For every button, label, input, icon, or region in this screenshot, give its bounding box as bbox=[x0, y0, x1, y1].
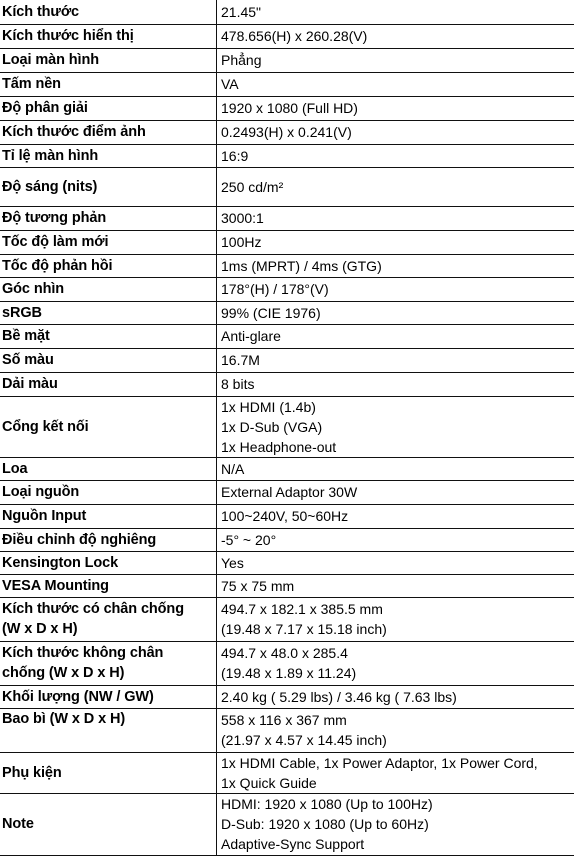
spec-value-line: 178°(H) / 178°(V) bbox=[221, 281, 329, 297]
spec-label-line: Kích thước có chân chống bbox=[2, 601, 184, 617]
spec-row bbox=[0, 480, 574, 504]
spec-label-text: VESA Mounting bbox=[2, 577, 109, 594]
spec-row bbox=[0, 641, 574, 685]
spec-row bbox=[0, 504, 574, 528]
spec-row bbox=[0, 301, 574, 324]
spec-row bbox=[0, 574, 574, 597]
spec-row bbox=[0, 793, 574, 855]
spec-value-line: Phẳng bbox=[221, 52, 262, 68]
spec-value bbox=[217, 372, 574, 396]
spec-label bbox=[0, 96, 217, 120]
spec-row bbox=[0, 167, 574, 206]
spec-row bbox=[0, 372, 574, 396]
spec-value bbox=[217, 206, 574, 230]
spec-label-text: Phụ kiện bbox=[2, 764, 62, 781]
spec-value-line: 99% (CIE 1976) bbox=[221, 304, 321, 321]
spec-label-text: Kensington Lock bbox=[2, 554, 119, 571]
spec-row bbox=[0, 96, 574, 120]
spec-label-text: Loa bbox=[2, 460, 28, 477]
spec-label-text: Tốc độ làm mới bbox=[2, 234, 109, 250]
spec-value-line: Anti-glare bbox=[221, 328, 281, 344]
spec-label-text: Kích thước điểm ảnh bbox=[2, 124, 146, 140]
spec-label bbox=[0, 301, 217, 324]
spec-value-line: (19.48 x 7.17 x 15.18 inch) bbox=[221, 621, 387, 637]
spec-value bbox=[217, 685, 574, 708]
spec-label-text: Bao bì (W x D x H) bbox=[2, 710, 126, 727]
spec-label-text: Điều chỉnh độ nghiêng bbox=[2, 531, 157, 548]
spec-label-line: (W x D x H) bbox=[2, 621, 78, 637]
spec-value bbox=[217, 528, 574, 551]
spec-value-line: 478.656(H) x 260.28(V) bbox=[221, 28, 368, 44]
spec-value-line: 1x HDMI Cable, 1x Power Adaptor, 1x Power Cord, bbox=[221, 754, 538, 771]
spec-label bbox=[0, 277, 217, 301]
spec-row bbox=[0, 277, 574, 301]
spec-value bbox=[217, 480, 574, 504]
spec-row bbox=[0, 230, 574, 254]
spec-value bbox=[217, 348, 574, 372]
spec-label bbox=[0, 480, 217, 504]
spec-label-text: Tốc độ phản hồi bbox=[2, 257, 113, 274]
spec-label-text: Tấm nền bbox=[2, 76, 61, 92]
spec-value bbox=[217, 457, 574, 480]
spec-label-line: Kích thước không chân bbox=[2, 645, 164, 661]
spec-label-text: Kích thước bbox=[2, 3, 80, 20]
spec-label bbox=[0, 551, 217, 574]
spec-label-text: Độ sáng (nits) bbox=[2, 178, 98, 195]
spec-row bbox=[0, 457, 574, 480]
spec-value-line: 1ms (MPRT) / 4ms (GTG) bbox=[221, 257, 382, 274]
spec-label-text: sRGB bbox=[2, 304, 42, 321]
spec-value-line: VA bbox=[221, 76, 239, 92]
spec-label-text: Note bbox=[2, 816, 34, 832]
spec-row bbox=[0, 551, 574, 574]
spec-row bbox=[0, 324, 574, 348]
spec-value-line: Adaptive-Sync Support bbox=[221, 836, 365, 852]
spec-label bbox=[0, 372, 217, 396]
spec-value-line: 16:9 bbox=[221, 147, 249, 164]
spec-label-text: Loại màn hình bbox=[2, 52, 99, 68]
spec-value bbox=[217, 793, 574, 855]
spec-value-line: 100Hz bbox=[221, 234, 262, 250]
spec-label-text: Tỉ lệ màn hình bbox=[2, 147, 99, 164]
spec-label bbox=[0, 793, 217, 855]
spec-value bbox=[217, 167, 574, 206]
spec-label bbox=[0, 324, 217, 348]
spec-row bbox=[0, 24, 574, 48]
spec-value-line: 2.40 kg ( 5.29 lbs) / 3.46 kg ( 7.63 lbs) bbox=[221, 688, 457, 705]
spec-label-text: Bề mặt bbox=[2, 328, 50, 344]
spec-value-line: 558 x 116 x 367 mm bbox=[221, 712, 347, 728]
spec-value-line: 75 x 75 mm bbox=[221, 577, 295, 594]
spec-label bbox=[0, 120, 217, 144]
spec-value-line: 21.45" bbox=[221, 3, 262, 20]
spec-value-line: 100~240V, 50~60Hz bbox=[221, 508, 349, 524]
spec-value bbox=[217, 551, 574, 574]
spec-label bbox=[0, 0, 217, 24]
spec-value bbox=[217, 72, 574, 96]
spec-value bbox=[217, 324, 574, 348]
spec-value bbox=[217, 0, 574, 24]
spec-label bbox=[0, 144, 217, 167]
spec-label-text: Kích thước hiển thị bbox=[2, 28, 134, 44]
spec-value bbox=[217, 396, 574, 457]
spec-label bbox=[0, 685, 217, 708]
spec-value-line: 3000:1 bbox=[221, 210, 264, 226]
spec-label-text: Khối lượng (NW / GW) bbox=[2, 688, 154, 705]
spec-value-line: 494.7 x 182.1 x 385.5 mm bbox=[221, 601, 383, 617]
spec-value-line: Yes bbox=[221, 554, 244, 571]
spec-value-line: 1x D-Sub (VGA) bbox=[221, 418, 323, 435]
spec-value-line: (21.97 x 4.57 x 14.45 inch) bbox=[221, 732, 387, 748]
spec-label bbox=[0, 528, 217, 551]
spec-value bbox=[217, 277, 574, 301]
spec-row bbox=[0, 597, 574, 641]
spec-row bbox=[0, 708, 574, 752]
spec-value-line: D-Sub: 1920 x 1080 (Up to 60Hz) bbox=[221, 816, 429, 832]
spec-value-line: 494.7 x 48.0 x 285.4 bbox=[221, 645, 348, 661]
spec-label bbox=[0, 72, 217, 96]
spec-label bbox=[0, 230, 217, 254]
spec-row bbox=[0, 72, 574, 96]
spec-value bbox=[217, 48, 574, 72]
spec-label bbox=[0, 457, 217, 480]
spec-value bbox=[217, 597, 574, 641]
spec-label-text: Loại nguồn bbox=[2, 484, 80, 500]
spec-row bbox=[0, 752, 574, 793]
spec-label bbox=[0, 254, 217, 277]
spec-value bbox=[217, 641, 574, 685]
spec-label bbox=[0, 574, 217, 597]
spec-label bbox=[0, 396, 217, 457]
spec-value-line: 1x Quick Guide bbox=[221, 774, 317, 791]
spec-row bbox=[0, 48, 574, 72]
spec-value bbox=[217, 96, 574, 120]
spec-label-text: Nguồn Input bbox=[2, 508, 87, 524]
spec-label-text: Độ tương phản bbox=[2, 210, 107, 226]
spec-label bbox=[0, 206, 217, 230]
spec-value-line: N/A bbox=[221, 460, 245, 477]
spec-value-line: 1x HDMI (1.4b) bbox=[221, 398, 316, 415]
spec-label bbox=[0, 504, 217, 528]
spec-label bbox=[0, 641, 217, 685]
spec-label bbox=[0, 167, 217, 206]
spec-label bbox=[0, 708, 217, 752]
spec-value bbox=[217, 574, 574, 597]
spec-row bbox=[0, 528, 574, 551]
spec-value bbox=[217, 120, 574, 144]
spec-label-text: Độ phân giải bbox=[2, 100, 88, 116]
spec-value-line: -5° ~ 20° bbox=[221, 531, 277, 548]
spec-value-line: HDMI: 1920 x 1080 (Up to 100Hz) bbox=[221, 796, 433, 812]
spec-value bbox=[217, 144, 574, 167]
spec-row bbox=[0, 685, 574, 708]
spec-label-text: Cổng kết nối bbox=[2, 418, 89, 435]
spec-value bbox=[217, 230, 574, 254]
spec-label-text: Số màu bbox=[2, 352, 54, 368]
spec-value bbox=[217, 708, 574, 752]
spec-value bbox=[217, 752, 574, 793]
spec-value-line: 0.2493(H) x 0.241(V) bbox=[221, 124, 352, 140]
spec-label-line: chống (W x D x H) bbox=[2, 665, 125, 681]
spec-value-line: 1x Headphone-out bbox=[221, 438, 337, 455]
spec-label bbox=[0, 24, 217, 48]
spec-row bbox=[0, 144, 574, 167]
spec-label bbox=[0, 48, 217, 72]
spec-value-line: 16.7M bbox=[221, 352, 260, 368]
spec-label bbox=[0, 348, 217, 372]
spec-label bbox=[0, 597, 217, 641]
spec-row bbox=[0, 254, 574, 277]
spec-row bbox=[0, 396, 574, 457]
spec-value bbox=[217, 254, 574, 277]
spec-value-line: 8 bits bbox=[221, 376, 255, 392]
spec-row bbox=[0, 0, 574, 24]
spec-value-line: External Adaptor 30W bbox=[221, 484, 358, 500]
spec-row bbox=[0, 206, 574, 230]
spec-value bbox=[217, 24, 574, 48]
spec-label bbox=[0, 752, 217, 793]
spec-value-line: 250 cd/m² bbox=[221, 178, 284, 195]
spec-row bbox=[0, 120, 574, 144]
spec-value bbox=[217, 301, 574, 324]
spec-label-text: Dải màu bbox=[2, 376, 58, 392]
spec-row bbox=[0, 348, 574, 372]
spec-value-line: (19.48 x 1.89 x 11.24) bbox=[221, 665, 357, 681]
spec-value-line: 1920 x 1080 (Full HD) bbox=[221, 100, 358, 116]
spec-label-text: Góc nhìn bbox=[2, 281, 65, 297]
spec-value bbox=[217, 504, 574, 528]
